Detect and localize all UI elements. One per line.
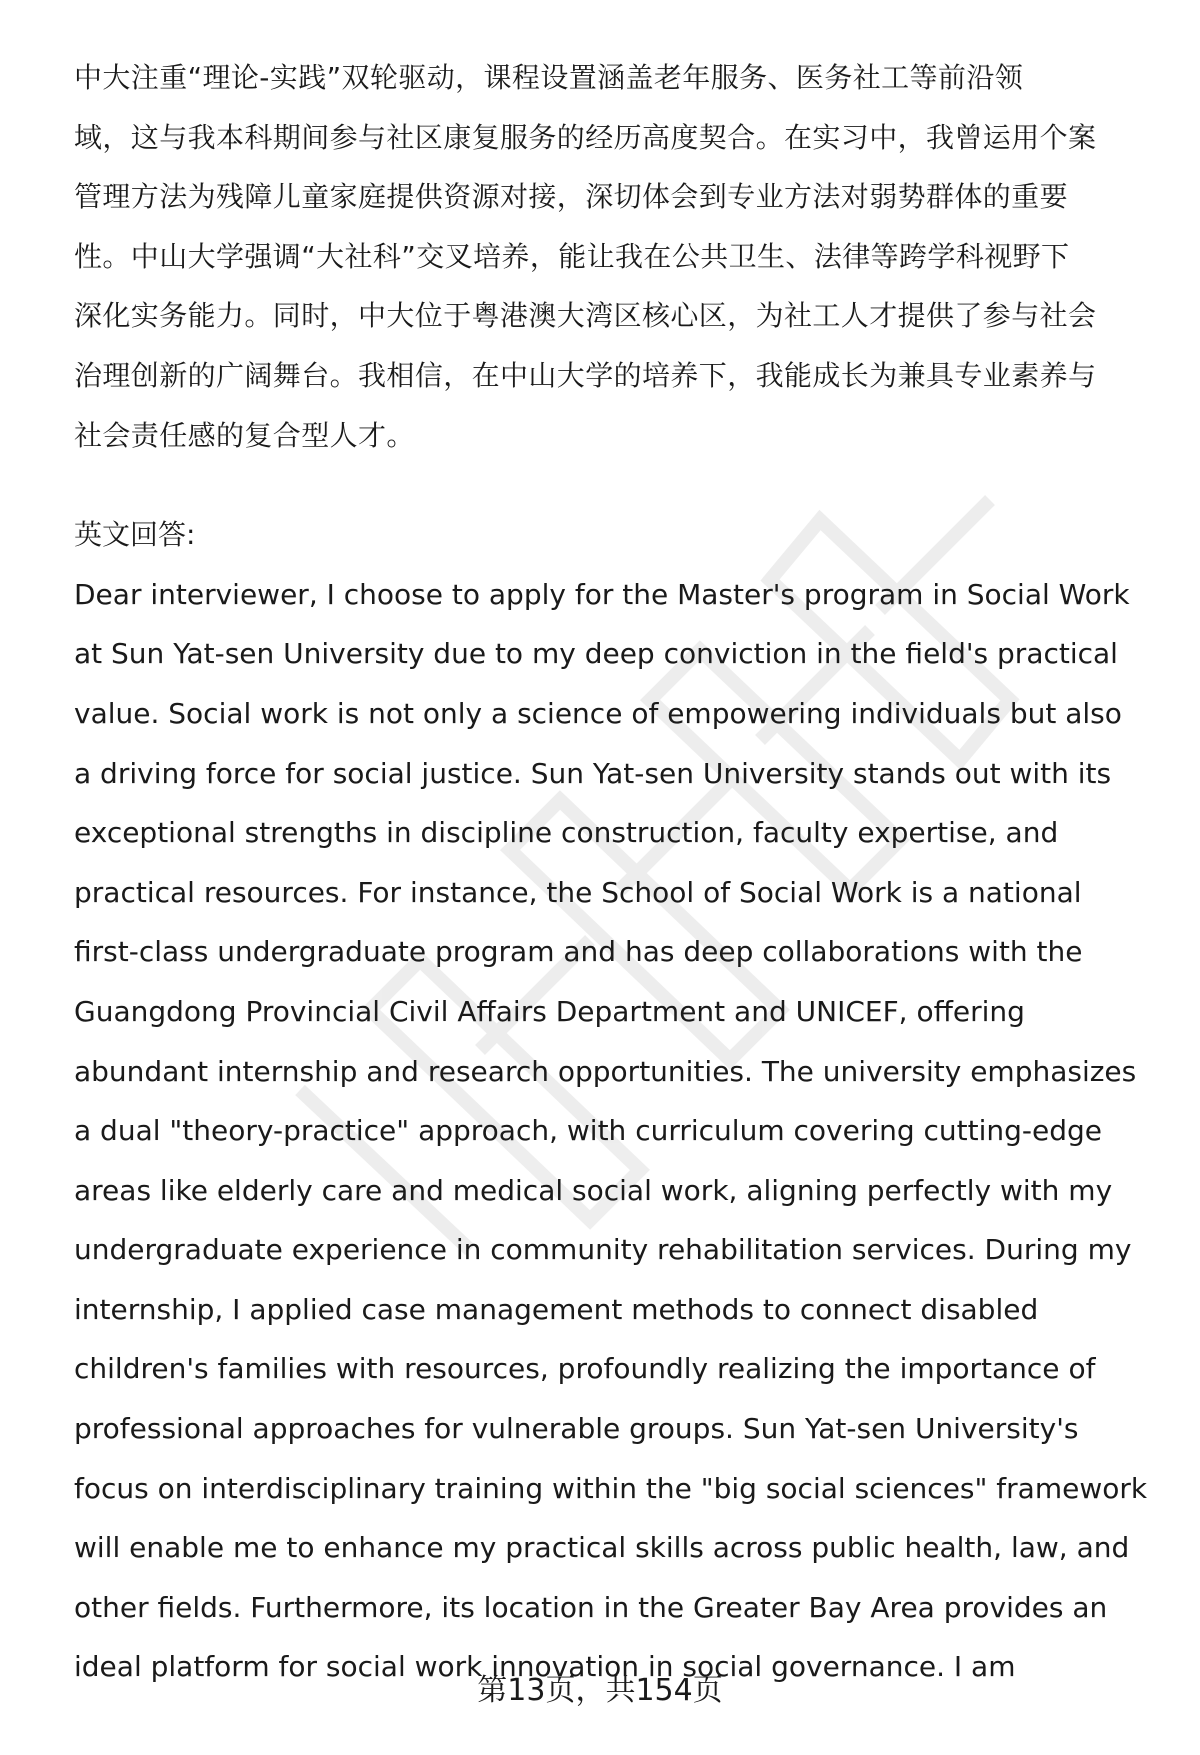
english-text-line: other fields. Furthermore, its location in the Greater Bay Area provides an [74,1590,1108,1624]
chinese-text-line: 管理方法为残障儿童家庭提供资源对接，深切体会到专业方法对弱势群体的重要 [74,180,1069,214]
english-text-line: internship, I applied case management methods to connect disabled [74,1292,1039,1326]
english-text-line: Dear interviewer, I choose to apply for the Master's program in Social Work [74,577,1130,611]
chinese-text-line: 中大注重“理论-实践”双轮驱动，课程设置涵盖老年服务、医务社工等前沿领 [74,61,1024,94]
english-text-line: ideal platform for social work innovation in social governance. I am [74,1650,1016,1684]
chinese-text-line: 治理创新的广阔舞台。我相信，在中山大学的培养下，我能成长为兼具专业素养与 [74,358,1097,392]
document-body [74,48,1154,1697]
english-text-line: will enable me to enhance my practical skills across public health, law, and [74,1531,1130,1565]
english-text-line: undergraduate experience in community rehabilitation services. During my [74,1233,1132,1267]
chinese-text-line: 深化实务能力。同时，中大位于粤港澳大湾区核心区，为社工人才提供了参与社会 [74,299,1097,333]
english-text-line: abundant internship and research opportunities. The university emphasizes [74,1054,1137,1088]
english-text-line: a driving force for social justice. Sun Yat-sen University stands out with its [74,756,1112,790]
english-text-line: focus on interdisciplinary training within the "big social sciences" framework [74,1471,1148,1505]
english-text-line: value. Social work is not only a science of empowering individuals but also [74,696,1122,730]
chinese-text-line: 性。中山大学强调“大社科”交叉培养，能让我在公共卫生、法律等跨学科视野下 [74,239,1070,273]
page-number-footer: 第13页，共154页 [477,1673,723,1708]
english-answer-label: 英文回答: [74,518,196,552]
section-gap [74,465,1154,505]
chinese-text-line: 社会责任感的复合型人才。 [74,418,415,452]
english-text-line: at Sun Yat-sen University due to my deep conviction in the field's practical [74,637,1118,671]
english-answer [74,565,1154,1697]
english-text-line: exceptional strengths in discipline construction, faculty expertise, and [74,816,1059,850]
chinese-text-line: 域，这与我本科期间参与社区康复服务的经历高度契合。在实习中，我曾运用个案 [74,120,1097,154]
english-text-line: practical resources. For instance, the School of Social Work is a national [74,875,1082,909]
english-text-line: first-class undergraduate program and has deep collaborations with the [74,935,1083,969]
english-text-line: areas like elderly care and medical social work, aligning perfectly with my [74,1173,1113,1207]
english-text-line: professional approaches for vulnerable groups. Sun Yat-sen University's [74,1412,1079,1446]
english-text-line: children's families with resources, profoundly realizing the importance of [74,1352,1096,1386]
english-text-line: a dual "theory-practice" approach, with curriculum covering cutting-edge [74,1114,1103,1148]
english-text-line: Guangdong Provincial Civil Affairs Department and UNICEF, offering [74,994,1025,1028]
chinese-answer [74,48,1154,465]
